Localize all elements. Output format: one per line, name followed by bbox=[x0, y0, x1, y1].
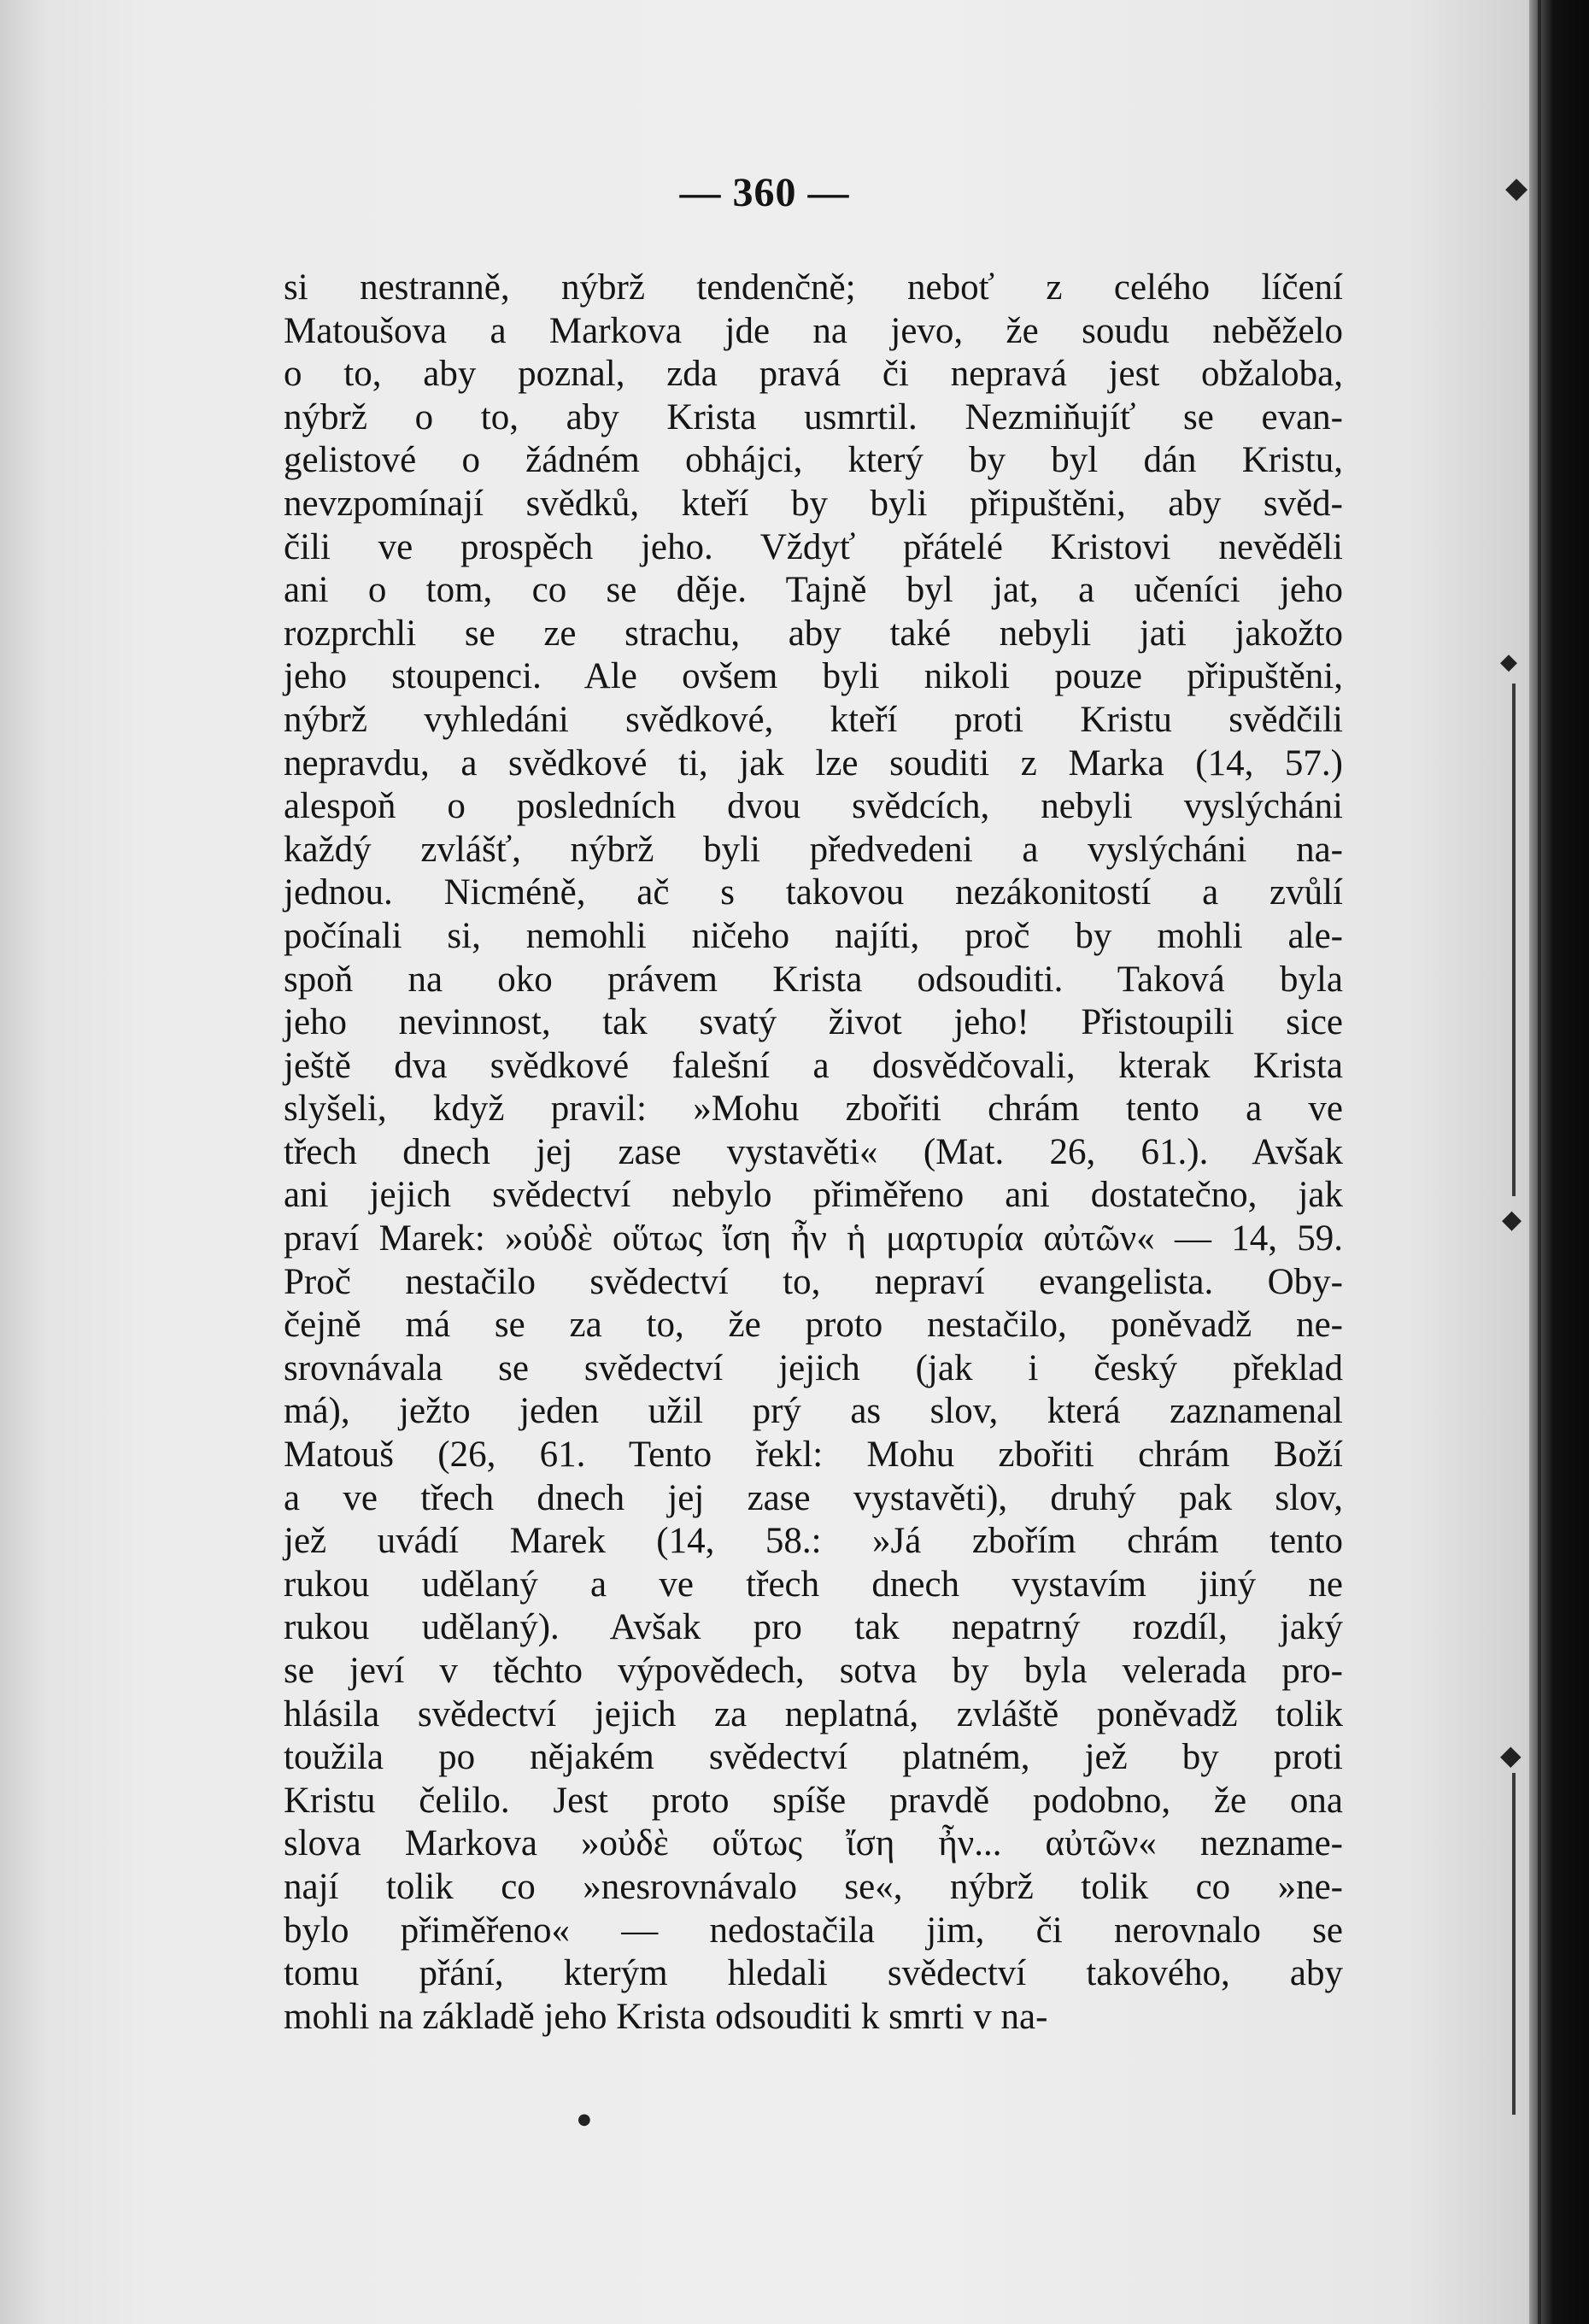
text-line: Kristu čelilo. Jest proto spíše pravdě podobno, že ona bbox=[284, 1780, 1343, 1821]
text-line: slyšeli, když pravil: »Mohu zbořiti chrám tento a ve bbox=[284, 1089, 1343, 1130]
text-line: si nestranně, nýbrž tendenčně; neboť z celého líčení bbox=[284, 267, 1343, 308]
text-line: nají tolik co »nesrovnávalo se«, nýbrž tolik co »ne- bbox=[284, 1866, 1343, 1907]
text-line: o to, aby poznal, zda pravá či nepravá jest obžaloba, bbox=[284, 354, 1343, 395]
text-line: rukou udělaný). Avšak pro tak nepatrný rozdíl, jaký bbox=[284, 1607, 1343, 1648]
page-number: — 360 — bbox=[679, 170, 850, 215]
text-line: počínali si, nemohli ničeho najíti, proč by mohli ale- bbox=[284, 915, 1343, 956]
text-line: čejně má se za to, že proto nestačilo, poněvadž ne- bbox=[284, 1305, 1343, 1346]
text-line: ještě dva svědkové falešní a dosvědčovali, kterak Krista bbox=[284, 1045, 1343, 1086]
text-line: Matoušova a Markova jde na jevo, že soudu neběželo bbox=[284, 310, 1343, 351]
text-line: praví Marek: »οὐδὲ οὕτως ἴση ἦν ἡ μαρτυρία αὐτῶν« — 14, 59. bbox=[284, 1218, 1343, 1259]
diamond-mark-icon: ◆ bbox=[1500, 649, 1517, 675]
margin-rule bbox=[1512, 1773, 1516, 2115]
text-line: jeho nevinnost, tak svatý život jeho! Přistoupili sice bbox=[284, 1002, 1343, 1043]
text-line: se jeví v těchto výpovědech, sotva by byla velerada pro- bbox=[284, 1651, 1343, 1691]
text-line: Proč nestačilo svědectví to, nepraví evangelista. Oby- bbox=[284, 1261, 1343, 1302]
text-line: slova Markova »οὐδὲ οὕτως ἴση ἦν... αὐτῶν« neznamе- bbox=[284, 1823, 1343, 1864]
text-line: gelistové o žádném obhájci, který by byl dán Kristu, bbox=[284, 440, 1343, 481]
text-line: nýbrž o to, aby Krista usmrtil. Nezmiňujíť se evan- bbox=[284, 396, 1343, 437]
text-line: jež uvádí Marek (14, 58.: »Já zbořím chrám tento bbox=[284, 1521, 1343, 1562]
text-line: jednou. Nicméně, ač s takovou nezákonitostí a zvůlí bbox=[284, 872, 1343, 913]
text-line: ani jejich svědectví nebylo přiměřeno ani dostatečno, jak bbox=[284, 1175, 1343, 1216]
text-line: nýbrž vyhledáni svědkové, kteří proti Kristu svědčili bbox=[284, 699, 1343, 740]
text-line: tomu přání, kterým hledali svědectví takového, aby bbox=[284, 1953, 1343, 1994]
text-line: rozprchli se ze strachu, aby také nebyli jati jakožto bbox=[284, 613, 1343, 654]
text-line: nepravdu, a svědkové ti, jak lze souditi z Marka (14, 57.) bbox=[284, 742, 1343, 783]
text-line: jeho stoupenci. Ale ovšem byli nikoli pouze připuštěni, bbox=[284, 656, 1343, 697]
text-line: hlásila svědectví jejich za neplatná, zvláště poněvadž tolik bbox=[284, 1693, 1343, 1734]
text-line: třech dnech jej zase vystavěti« (Mat. 26, 61.). Avšak bbox=[284, 1131, 1343, 1172]
text-line: má), ježto jeden užil prý as slov, která zaznamenal bbox=[284, 1391, 1343, 1432]
text-line: mohli na základě jeho Krista odsouditi k smrti v na- bbox=[284, 1996, 1048, 2037]
diamond-mark-icon: ◆ bbox=[1505, 171, 1528, 205]
text-line: bylo přiměřeno« — nedostačila jim, či nerovnalo se bbox=[284, 1910, 1343, 1951]
ink-dot-icon: ● bbox=[578, 2110, 591, 2128]
body-text bbox=[284, 267, 1343, 2039]
text-line: Matouš (26, 61. Tento řekl: Mohu zbořiti chrám Boží bbox=[284, 1435, 1343, 1476]
text-line: a ve třech dnech jej zase vystavěti), druhý pak slov, bbox=[284, 1477, 1343, 1518]
margin-rule bbox=[1512, 684, 1516, 1196]
scan-edge-line bbox=[1538, 0, 1541, 2324]
text-line: čili ve prospěch jeho. Vždyť přátelé Kristovi nevěděli bbox=[284, 526, 1343, 567]
text-line: rukou udělaný a ve třech dnech vystavím jiný ne bbox=[284, 1564, 1343, 1605]
diamond-mark-icon: ◆ bbox=[1500, 1739, 1522, 1771]
text-line: srovnávala se svědectví jejich (jak i český překlad bbox=[284, 1347, 1343, 1388]
text-line: každý zvlášť, nýbrž byli předvedeni a vyslýcháni na- bbox=[284, 829, 1343, 870]
text-line: nevzpomínají svědků, kteří by byli připuštěni, aby svěd- bbox=[284, 483, 1343, 524]
text-line: toužila po nějakém svědectví platném, jež by proti bbox=[284, 1737, 1343, 1778]
diamond-mark-icon: ◆ bbox=[1502, 1205, 1522, 1235]
text-line: ani o tom, co se děje. Tajně byl jat, a učeníci jeho bbox=[284, 570, 1343, 611]
text-line: spoň na oko právem Krista odsouditi. Taková byla bbox=[284, 959, 1343, 1000]
text-line: alespoň o posledních dvou svědcích, nebyli vyslýcháni bbox=[284, 786, 1343, 827]
